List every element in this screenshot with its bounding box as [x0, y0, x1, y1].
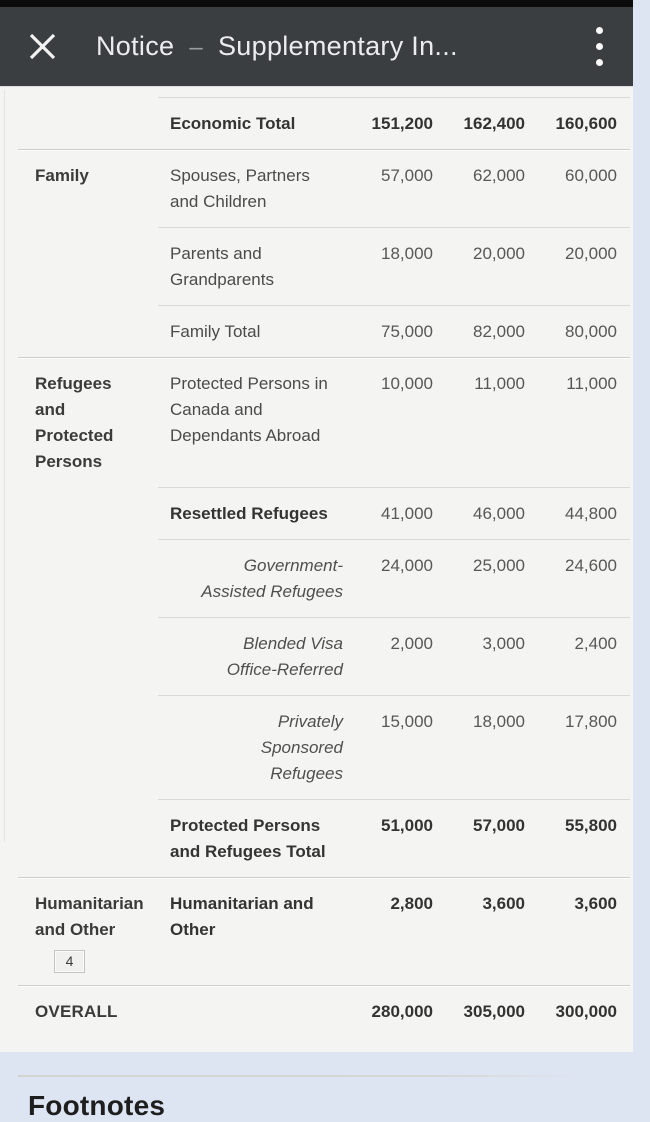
value-col3-cell: 17,800 [565, 712, 617, 731]
program-cell: Family Total [170, 322, 261, 341]
value-col2-cell: 3,600 [482, 894, 525, 913]
value-col2-cell: 62,000 [473, 166, 525, 185]
immigration-levels-table [0, 86, 633, 1075]
value-col2-cell: 18,000 [473, 712, 525, 731]
value-col2-cell: 25,000 [473, 556, 525, 575]
row-protected-persons-refugees-total [0, 799, 633, 877]
value-col3-cell: 3,600 [574, 894, 617, 913]
category-cell: Refugees and Protected Persons [35, 374, 114, 471]
title-separator: – [189, 34, 203, 61]
close-icon [29, 33, 56, 60]
program-cell: Privately Sponsored Refugees [260, 712, 343, 783]
app-header [0, 7, 633, 86]
value-col1-cell: 151,200 [371, 114, 433, 133]
value-col3-cell: 55,800 [565, 816, 617, 835]
value-col3-cell: 44,800 [565, 504, 617, 523]
status-bar [0, 0, 633, 7]
category-cell [35, 891, 170, 973]
row-protected-persons-canada [0, 357, 633, 487]
row-resettled-refugees [0, 487, 633, 539]
program-cell: Parents and Grandparents [170, 244, 274, 289]
row-economic-total [0, 97, 633, 149]
value-col1-cell: 2,800 [390, 894, 433, 913]
row-government-assisted-refugees [0, 539, 633, 617]
value-col1-cell: 75,000 [381, 322, 433, 341]
value-col3-cell: 20,000 [565, 244, 617, 263]
value-col1-cell: 15,000 [381, 712, 433, 731]
value-col2-cell: 305,000 [463, 1002, 525, 1021]
row-humanitarian-other [0, 877, 633, 985]
program-cell: Humanitarian and Other [170, 894, 314, 939]
value-col3-cell: 24,600 [565, 556, 617, 575]
row-parents-grandparents [0, 227, 633, 305]
program-cell: Government-Assisted Refugees [201, 556, 343, 601]
page-background-strip [633, 0, 650, 1052]
value-col2-cell: 162,400 [463, 114, 525, 133]
row-spouses-partners-children [0, 149, 633, 227]
value-col3-cell: 11,000 [566, 374, 617, 393]
program-cell: Spouses, Partners and Children [170, 166, 310, 211]
title-primary: Notice [96, 31, 175, 61]
document-content [0, 86, 633, 1121]
value-col1-cell: 57,000 [381, 166, 433, 185]
value-col2-cell: 20,000 [473, 244, 525, 263]
row-blended-visa-office-referred [0, 617, 633, 695]
value-col3-cell: 160,600 [555, 114, 617, 133]
program-cell: Protected Persons and Refugees Total [170, 816, 326, 861]
close-button[interactable] [12, 7, 72, 86]
category-label: Humanitarian and Other [35, 894, 144, 939]
value-col3-cell: 300,000 [555, 1002, 617, 1021]
footnote-4-link[interactable]: 4 [54, 950, 85, 973]
value-col2-cell: 57,000 [473, 816, 525, 835]
value-col1-cell: 280,000 [371, 1002, 433, 1021]
category-cell: OVERALL [35, 1002, 118, 1021]
value-col2-cell: 46,000 [473, 504, 525, 523]
page-title [96, 31, 571, 62]
value-col3-cell: 80,000 [565, 322, 617, 341]
value-col1-cell: 51,000 [381, 816, 433, 835]
value-col1-cell: 24,000 [381, 556, 433, 575]
value-col3-cell: 60,000 [565, 166, 617, 185]
value-col1-cell: 18,000 [381, 244, 433, 263]
value-col3-cell: 2,400 [574, 634, 617, 653]
program-cell: Protected Persons in Canada and Dependants Abroad [170, 374, 328, 445]
value-col2-cell: 82,000 [473, 322, 525, 341]
program-cell: Economic Total [170, 114, 296, 133]
row-overall [0, 985, 633, 1075]
overflow-menu-button[interactable] [571, 7, 627, 86]
value-col2-cell: 3,000 [482, 634, 525, 653]
value-col2-cell: 11,000 [474, 374, 525, 393]
row-privately-sponsored-refugees [0, 695, 633, 799]
title-secondary: Supplementary In... [218, 31, 458, 61]
program-cell: Blended Visa Office-Referred [226, 634, 343, 679]
row-family-total [0, 305, 633, 357]
footnotes-divider [18, 1075, 578, 1077]
footnotes-heading: Footnotes [28, 1090, 166, 1121]
value-col1-cell: 41,000 [381, 504, 433, 523]
value-col1-cell: 2,000 [390, 634, 433, 653]
value-col1-cell: 10,000 [381, 374, 433, 393]
program-cell: Resettled Refugees [170, 504, 328, 523]
category-cell: Family [35, 166, 89, 185]
